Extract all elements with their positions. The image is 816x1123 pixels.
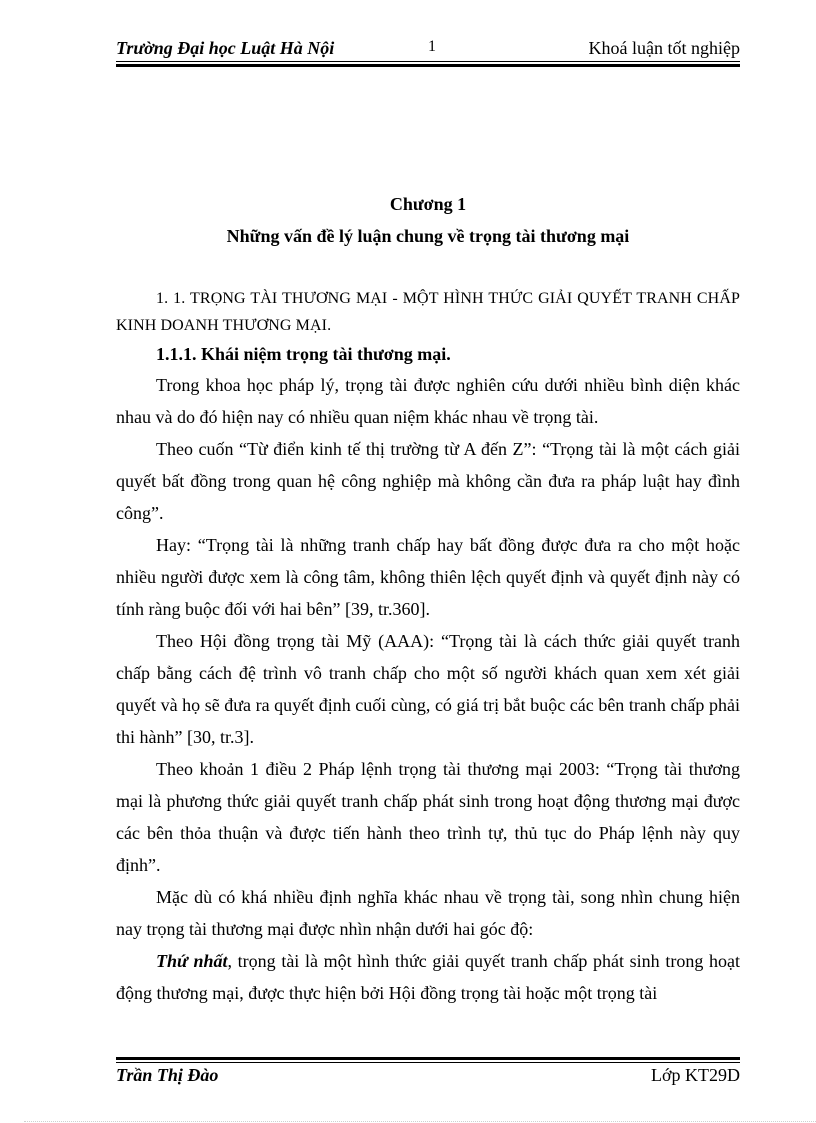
- header-page-number: 1: [428, 38, 436, 55]
- header-school-name: Trường Đại học Luật Hà Nội: [116, 38, 335, 58]
- paragraph-first-view: [116, 945, 740, 1009]
- paragraph: Trong khoa học pháp lý, trọng tài được nghiên cứu dưới nhiều bình diện khác nhau và do đó hiện nay có nhiều quan niệm khác nhau về trọng tài.: [116, 375, 740, 427]
- page-footer: [116, 1065, 740, 1089]
- header-rule-thin: [116, 61, 740, 62]
- emphasis-lead: Thứ nhất: [156, 951, 228, 971]
- header-document-type: Khoá luận tốt nghiệp: [588, 38, 740, 58]
- header-rule-thick: [116, 64, 740, 67]
- footer-author: Trần Thị Đào: [116, 1065, 219, 1085]
- paragraph: Mặc dù có khá nhiều định nghĩa khác nhau về trọng tài, song nhìn chung hiện nay trọng tài thương mại được nhìn nhận dưới hai góc độ:: [116, 887, 740, 939]
- chapter-subtitle: Những vấn đề lý luận chung về trọng tài thương mại: [226, 226, 630, 246]
- body-text: [116, 285, 740, 1009]
- paragraph-text: , trọng tài là một hình thức giải quyết tranh chấp phát sinh trong hoạt động thương mại, được thực hiện bởi Hội đồng trọng tài hoặc một trọng tài: [116, 951, 740, 1003]
- page-edge-divider: [24, 1121, 816, 1122]
- paragraph: Theo cuốn “Từ điển kinh tế thị trường từ A đến Z”: “Trọng tài là một cách giải quyết bất đồng trong quan hệ công nghiệp mà không cần đưa ra pháp luật hay đình công”.: [116, 439, 740, 523]
- paragraph: Theo khoản 1 điều 2 Pháp lệnh trọng tài thương mại 2003: “Trọng tài thương mại là phương thức giải quyết tranh chấp phát sinh trong hoạt động thương mại được các bên thỏa thuận và được tiến hành theo trình tự, thủ tục do Pháp lệnh này quy định”.: [116, 759, 740, 875]
- section-heading: 1. 1. TRỌNG TÀI THƯƠNG MẠI - MỘT HÌNH THỨC GIẢI QUYẾT TRANH CHẤP KINH DOANH THƯƠNG MẠI.: [116, 290, 740, 334]
- footer-rule-thin: [116, 1062, 740, 1063]
- page-header: [116, 38, 740, 62]
- footer-rule-thick: [116, 1057, 740, 1060]
- footer-class: Lớp KT29D: [650, 1065, 740, 1085]
- subsection-heading: 1.1.1. Khái niệm trọng tài thương mại.: [156, 344, 451, 364]
- paragraph: Theo Hội đồng trọng tài Mỹ (AAA): “Trọng tài là cách thức giải quyết tranh chấp bằng cách đệ trình vô tranh chấp cho một số người khách quan xem xét giải quyết và họ sẽ đưa ra quyết định cuối cùng, có giá trị bắt buộc các bên tranh chấp phải thi hành” [30, tr.3].: [116, 631, 740, 747]
- chapter-title: Chương 1: [389, 194, 467, 214]
- paragraph: Hay: “Trọng tài là những tranh chấp hay bất đồng được đưa ra cho một hoặc nhiều người được xem là công tâm, không thiên lệch quyết định và quyết định này có tính ràng buộc đối với hai bên” [39, tr.360].: [116, 535, 740, 619]
